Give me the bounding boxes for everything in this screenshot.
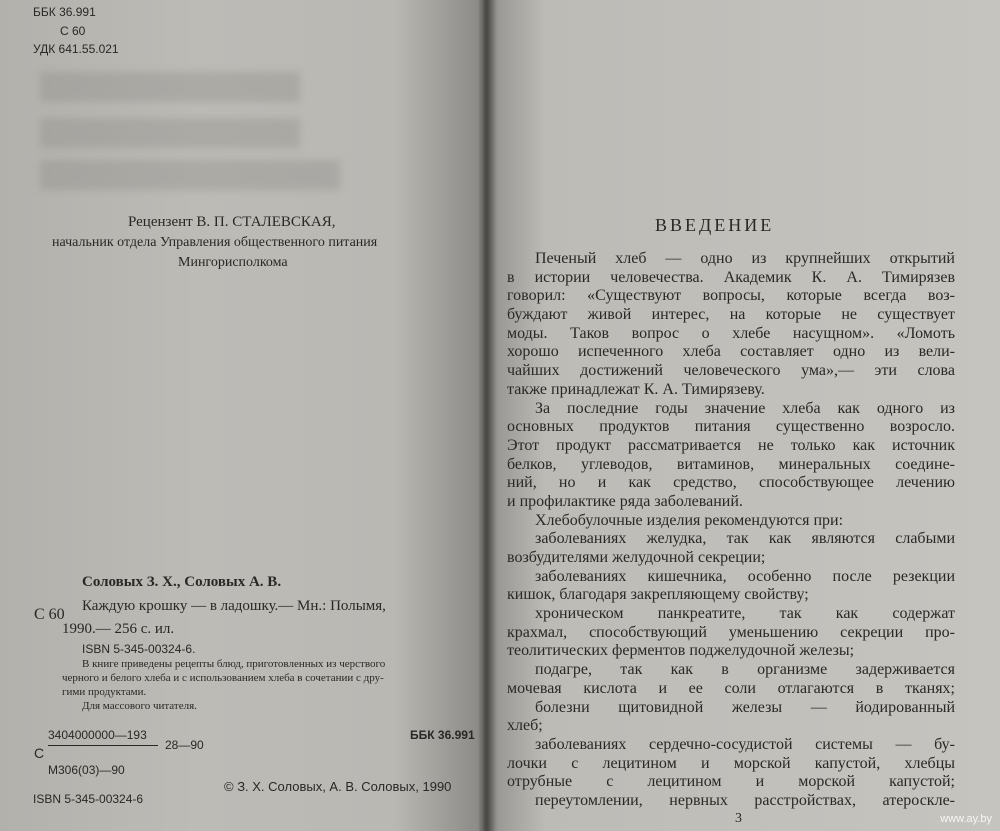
book-title-line: Каждую крошку — в ладошку.— Мн.: Полымя, (82, 598, 386, 614)
paragraph-line: мочевая кислота и ее соли отлагаются в тканях; (507, 679, 955, 697)
book-year-line: 1990.— 256 с. ил. (62, 621, 175, 637)
show-through-ghost (40, 160, 340, 190)
paragraph-line: лочки с лецитином и морской капустой, хлебцы (507, 754, 955, 772)
book-gutter-shadow (478, 0, 496, 831)
c60-code: С 60 (60, 24, 86, 38)
paragraph-line: заболеваниях желудка, так как являются слабыми (535, 530, 955, 548)
annotation-line: гими продуктами. (62, 686, 147, 698)
annotation-line: Для массового читателя. (82, 700, 197, 712)
isbn-bottom: ISBN 5-345-00324-6 (33, 792, 144, 806)
paragraph-line: моды. Таков вопрос о хлебе насущном». «Ломоть (507, 324, 955, 342)
bbk-bottom: ББК 36.991 (410, 728, 475, 742)
paragraph-line: также принадлежат К. А. Тимирязеву. (507, 380, 765, 398)
paragraph-line: Печеный хлеб — одно из крупнейших открытий (535, 250, 955, 267)
annotation-line: черного и белого хлеба и с использованием хлеба в сочетании с дру- (62, 672, 384, 684)
reviewer-position: начальник отдела Управления общественного питания (52, 235, 378, 250)
fraction-bar (48, 745, 158, 746)
paragraph-line: переутомлении, нервных расстройствах, атероскле- (535, 792, 955, 809)
paragraph-line: отрубные с лецитином и морской капустой; (507, 773, 955, 791)
paragraph-line: белков, углеводов, витаминов, минеральных соедине- (507, 455, 955, 473)
chapter-title: ВВЕДЕНИЕ (655, 215, 775, 235)
paragraph-line: Этот продукт рассматривается не только как источник (507, 436, 955, 454)
show-through-ghost (40, 72, 300, 102)
page-number: 3 (735, 811, 742, 826)
annotation-line: В книге приведены рецепты блюд, приготовленных из черствого (82, 658, 386, 670)
reviewer-org: Мингорисполкома (178, 255, 288, 270)
left-page (0, 0, 492, 831)
paragraph-line: основных продуктов питания существенно возросло. (507, 418, 955, 436)
paragraph-line: буждают живой интерес, на которые не существует (507, 306, 955, 324)
code-number: 3404000000—193 (48, 728, 147, 742)
paragraph-line: заболеваниях сердечно-сосудистой системы — бу- (535, 735, 955, 753)
udk-code: УДК 641.55.021 (33, 42, 119, 56)
c60-label: С 60 (34, 606, 65, 623)
paragraph-line: кишок, благодаря закрепляющему свойству; (507, 586, 809, 604)
paragraph-line: теолитических ферментов поджелудочной железы; (507, 642, 855, 660)
reviewer-line: Рецензент В. П. СТАЛЕВСКАЯ, (128, 214, 336, 230)
code-m: М306(03)—90 (48, 763, 125, 777)
paragraph-line: говорил: «Существуют вопросы, которые всегда воз- (507, 287, 955, 305)
paragraph-line: За последние годы значение хлеба как одного из (535, 399, 955, 417)
paragraph-line: чайших достижений человеческого ума»,— эти слова (507, 362, 955, 380)
authors: Соловых З. Х., Соловых А. В. (82, 574, 282, 590)
paragraph-line: ний, но и как средство, способствующее лечению (507, 474, 955, 492)
paragraph-line: Хлебобулочные изделия рекомендуются при: (535, 511, 844, 529)
paragraph-line: болезни щитовидной железы — йодированный (535, 698, 955, 716)
watermark: www.ay.by (940, 813, 992, 825)
paragraph-line: и профилактике ряда заболеваний. (507, 492, 743, 510)
code-c: С (34, 745, 45, 761)
show-through-ghost (40, 118, 300, 148)
paragraph-line: в истории человечества. Академик К. А. Тимирязев (507, 268, 955, 286)
bbk-code: ББК 36.991 (33, 5, 96, 19)
code-year: 28—90 (165, 738, 204, 752)
paragraph-line: хроническом панкреатите, так как содержат (535, 605, 955, 623)
paragraph-line: хлеб; (507, 717, 543, 735)
paragraph-line: подагре, так как в организме задерживается (535, 661, 955, 679)
paragraph-line: возбудителями желудочной секреции; (507, 549, 766, 567)
paragraph-line: хорошо испеченного хлеба составляет одно из вели- (507, 343, 955, 361)
copyright: © З. Х. Соловых, А. В. Соловых, 1990 (224, 779, 452, 794)
isbn-inline: ISBN 5-345-00324-6. (82, 642, 196, 656)
paragraph-line: крахмал, способствующий уменьшению секреции про- (507, 623, 955, 641)
paragraph-line: заболеваниях кишечника, особенно после резекции (535, 567, 955, 585)
